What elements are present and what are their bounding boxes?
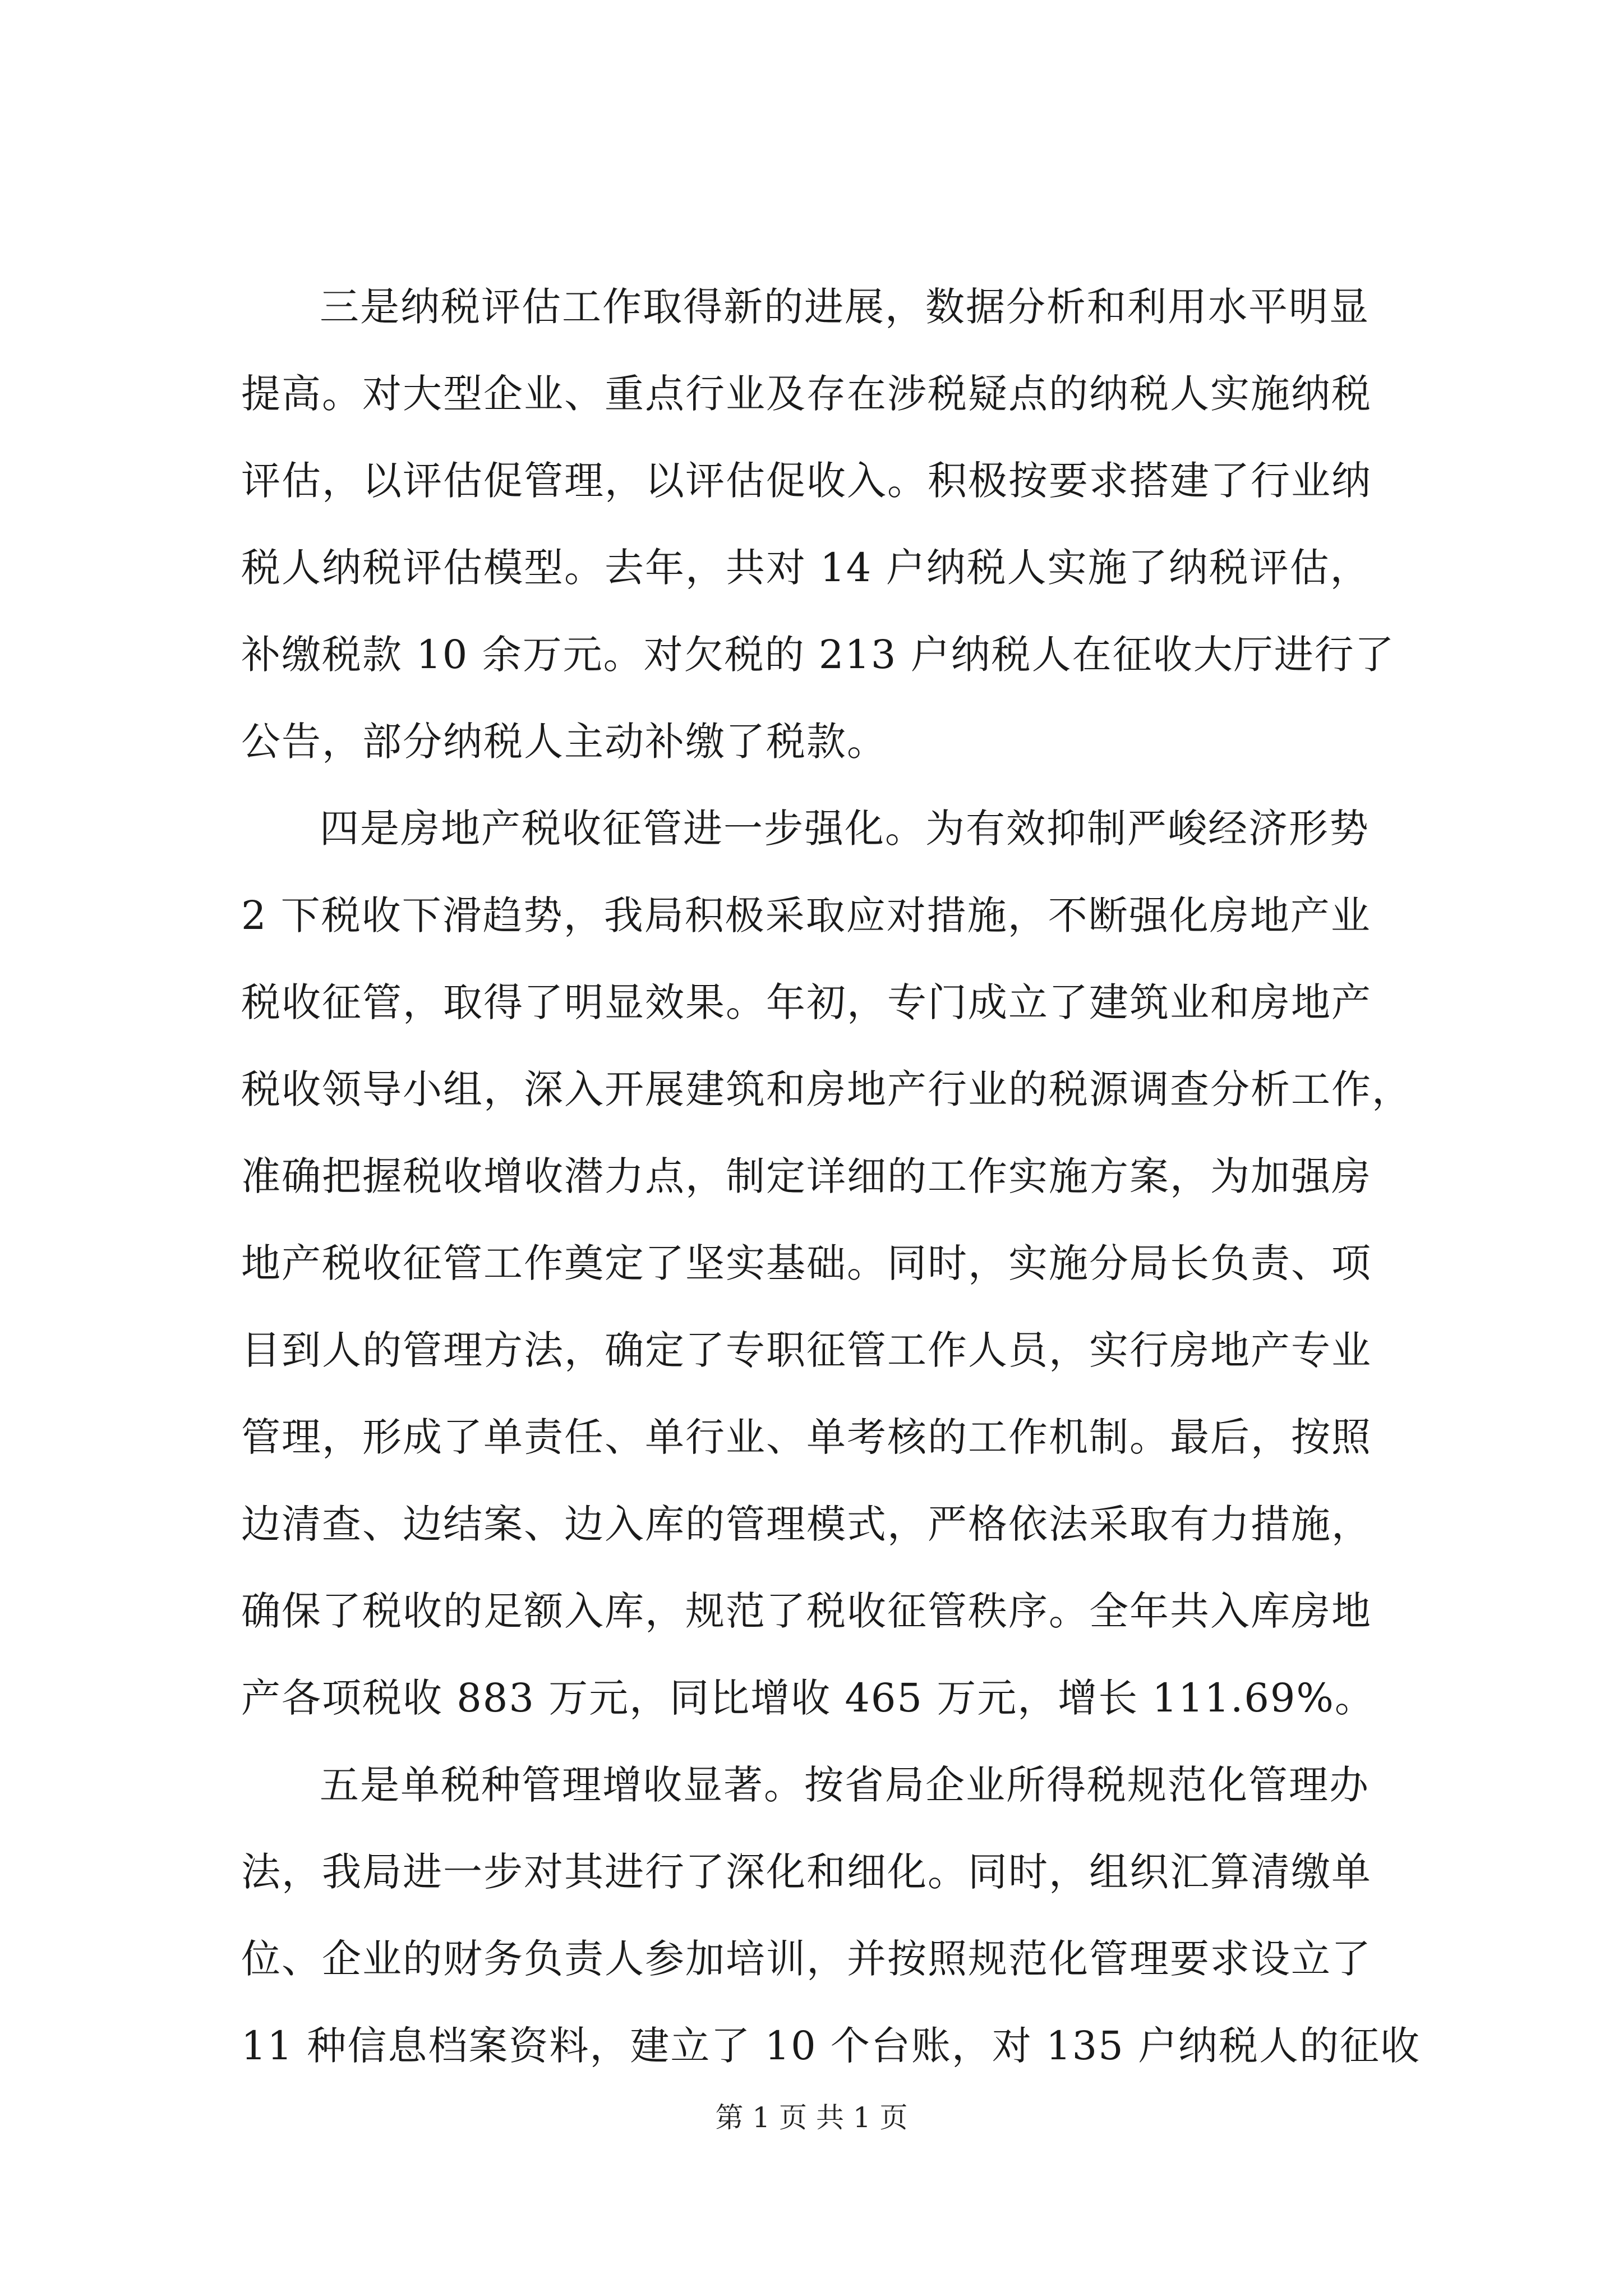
paragraph-line: 法，我局进一步对其进行了深化和细化。同时，组织汇算清缴单 xyxy=(241,1849,1372,1895)
paragraph-line: 准确把握税收增收潜力点，制定详细的工作实施方案，为加强房 xyxy=(241,1153,1372,1199)
paragraph-line: 边清查、边结案、边入库的管理模式，严格依法采取有力措施， xyxy=(241,1501,1372,1547)
page-footer xyxy=(0,2095,1623,2140)
paragraph-line: 三是纳税评估工作取得新的进展，数据分析和利用水平明显 xyxy=(320,284,1370,330)
paragraph-line: 公告，部分纳税人主动补缴了税款。 xyxy=(241,719,887,765)
paragraph-line: 管理，形成了单责任、单行业、单考核的工作机制。最后，按照 xyxy=(241,1414,1372,1460)
paragraph-line: 位、企业的财务负责人参加培训，并按照规范化管理要求设立了 xyxy=(241,1936,1372,1982)
paragraph-line: 税收征管，取得了明显效果。年初，专门成立了建筑业和房地产 xyxy=(241,979,1372,1025)
paragraph-line: 11 种信息档案资料，建立了 10 个台账，对 135 户纳税人的征收 xyxy=(241,2023,1421,2069)
paragraph-line: 确保了税收的足额入库，规范了税收征管秩序。全年共入库房地 xyxy=(241,1588,1372,1634)
paragraph-line: 提高。对大型企业、重点行业及存在涉税疑点的纳税人实施纳税 xyxy=(241,371,1372,417)
paragraph-line: 地产税收征管工作奠定了坚实基础。同时，实施分局长负责、项 xyxy=(241,1240,1372,1286)
paragraph-line: 五是单税种管理增收显著。按省局企业所得税规范化管理办 xyxy=(320,1762,1370,1808)
paragraph-line: 四是房地产税收征管进一步强化。为有效抑制严峻经济形势 xyxy=(320,806,1370,852)
paragraph-line: 评估，以评估促管理，以评估促收入。积极按要求搭建了行业纳 xyxy=(241,458,1372,504)
document-body xyxy=(241,264,1419,2090)
paragraph-line: 税人纳税评估模型。去年，共对 14 户纳税人实施了纳税评估， xyxy=(241,545,1371,591)
page-number-label: 第 1 页 共 1 页 xyxy=(715,2101,908,2134)
paragraph-line: 目到人的管理方法，确定了专职征管工作人员，实行房地产专业 xyxy=(241,1327,1372,1373)
paragraph-line: 补缴税款 10 余万元。对欠税的 213 户纳税人在征收大厅进行了 xyxy=(241,632,1395,678)
paragraph-line: 产各项税收 883 万元，同比增收 465 万元，增长 111.69%。 xyxy=(241,1675,1375,1721)
paragraph-line: 税收领导小组，深入开展建筑和房地产行业的税源调查分析工作， xyxy=(241,1066,1412,1112)
paragraph-line: 2 下税收下滑趋势，我局积极采取应对措施，不断强化房地产业 xyxy=(241,892,1371,938)
